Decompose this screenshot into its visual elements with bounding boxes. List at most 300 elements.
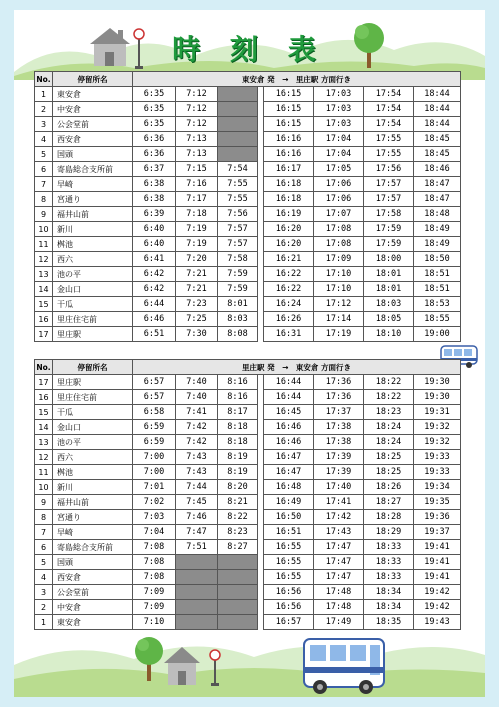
departure-time: 8:19 — [218, 450, 258, 465]
departure-time: 8:27 — [218, 540, 258, 555]
departure-time: 19:32 — [414, 420, 461, 435]
departure-time: 17:03 — [314, 117, 364, 132]
departure-time: 7:02 — [133, 495, 176, 510]
departure-time: 7:42 — [176, 420, 218, 435]
departure-time: 18:34 — [364, 585, 414, 600]
stop-name: 公会堂前 — [53, 585, 133, 600]
departure-time: 7:12 — [176, 102, 218, 117]
table-row — [35, 585, 461, 600]
departure-time: 17:54 — [364, 102, 414, 117]
table-row — [35, 252, 461, 267]
departure-time: 18:27 — [364, 495, 414, 510]
stop-name: 里庄駅 — [53, 375, 133, 390]
departure-time: 16:47 — [264, 465, 314, 480]
departure-time: 16:48 — [264, 480, 314, 495]
departure-time: 8:21 — [218, 495, 258, 510]
departure-time: 17:14 — [314, 312, 364, 327]
table-row — [35, 297, 461, 312]
stop-name: 西六 — [53, 252, 133, 267]
departure-time: 8:18 — [218, 420, 258, 435]
departure-time: 17:04 — [314, 147, 364, 162]
stop-name: 東安倉 — [53, 615, 133, 630]
departure-time: 19:30 — [414, 375, 461, 390]
stop-name: 里庄駅 — [53, 327, 133, 342]
departure-time: 8:03 — [218, 312, 258, 327]
departure-time: 7:20 — [176, 252, 218, 267]
departure-time: 18:26 — [364, 480, 414, 495]
no-service-cell — [176, 555, 218, 570]
departure-time: 19:37 — [414, 525, 461, 540]
departure-time: 17:56 — [364, 162, 414, 177]
departure-time: 16:50 — [264, 510, 314, 525]
departure-time: 16:19 — [264, 207, 314, 222]
departure-time: 16:15 — [264, 87, 314, 102]
stop-number: 6 — [35, 540, 53, 555]
departure-time: 17:08 — [314, 237, 364, 252]
table-row — [35, 147, 461, 162]
table-row — [35, 102, 461, 117]
departure-time: 18:24 — [364, 420, 414, 435]
departure-time: 19:32 — [414, 435, 461, 450]
departure-time: 7:13 — [176, 147, 218, 162]
departure-time: 18:46 — [414, 162, 461, 177]
departure-time: 18:33 — [364, 540, 414, 555]
departure-time: 7:04 — [133, 525, 176, 540]
departure-time: 8:22 — [218, 510, 258, 525]
departure-time: 18:51 — [414, 282, 461, 297]
departure-time: 16:46 — [264, 435, 314, 450]
departure-time: 17:10 — [314, 282, 364, 297]
departure-time: 8:08 — [218, 327, 258, 342]
departure-time: 6:40 — [133, 222, 176, 237]
stop-number: 12 — [35, 252, 53, 267]
stop-number: 11 — [35, 465, 53, 480]
departure-time: 17:38 — [314, 420, 364, 435]
departure-time: 17:37 — [314, 405, 364, 420]
departure-time: 18:53 — [414, 297, 461, 312]
bus-icon — [304, 639, 384, 694]
departure-time: 16:44 — [264, 390, 314, 405]
table-row — [35, 222, 461, 237]
stop-name: 桝池 — [53, 465, 133, 480]
stop-number: 10 — [35, 222, 53, 237]
departure-time: 18:45 — [414, 132, 461, 147]
stop-name: 西安倉 — [53, 132, 133, 147]
table-row — [35, 87, 461, 102]
table-row — [35, 465, 461, 480]
stop-number: 11 — [35, 237, 53, 252]
table-row — [35, 192, 461, 207]
departure-time: 8:16 — [218, 375, 258, 390]
stop-number: 16 — [35, 312, 53, 327]
stop-name: 西六 — [53, 450, 133, 465]
departure-time: 18:05 — [364, 312, 414, 327]
departure-time: 17:47 — [314, 540, 364, 555]
stop-number: 7 — [35, 177, 53, 192]
departure-time: 16:46 — [264, 420, 314, 435]
departure-time: 18:49 — [414, 237, 461, 252]
departure-time: 7:54 — [218, 162, 258, 177]
departure-time: 18:33 — [364, 555, 414, 570]
departure-time: 17:47 — [314, 570, 364, 585]
departure-time: 7:41 — [176, 405, 218, 420]
stop-number: 8 — [35, 192, 53, 207]
departure-time: 19:00 — [414, 327, 461, 342]
departure-time: 16:16 — [264, 147, 314, 162]
no-service-cell — [218, 585, 258, 600]
departure-time: 7:01 — [133, 480, 176, 495]
departure-time: 7:51 — [176, 540, 218, 555]
departure-time: 8:16 — [218, 390, 258, 405]
departure-time: 7:46 — [176, 510, 218, 525]
departure-time: 18:22 — [364, 375, 414, 390]
departure-time: 17:39 — [314, 465, 364, 480]
stop-name: 金山口 — [53, 282, 133, 297]
departure-time: 6:59 — [133, 435, 176, 450]
departure-time: 7:58 — [218, 252, 258, 267]
stop-number: 10 — [35, 480, 53, 495]
stop-number: 15 — [35, 405, 53, 420]
no-service-cell — [218, 570, 258, 585]
stop-number: 15 — [35, 297, 53, 312]
stop-name: 福井山前 — [53, 207, 133, 222]
departure-time: 17:06 — [314, 177, 364, 192]
departure-time: 7:19 — [176, 237, 218, 252]
stop-name: 国頭 — [53, 147, 133, 162]
outbound-direction: 東安倉 発 → 里庄駅 方面行き — [133, 72, 461, 87]
departure-time: 18:24 — [364, 435, 414, 450]
departure-time: 7:43 — [176, 465, 218, 480]
stop-number: 2 — [35, 600, 53, 615]
departure-time: 17:36 — [314, 375, 364, 390]
stop-number: 6 — [35, 162, 53, 177]
departure-time: 18:03 — [364, 297, 414, 312]
departure-time: 17:49 — [314, 615, 364, 630]
departure-time: 17:36 — [314, 390, 364, 405]
departure-time: 18:22 — [364, 390, 414, 405]
departure-time: 17:48 — [314, 585, 364, 600]
departure-time: 17:19 — [314, 327, 364, 342]
departure-time: 18:10 — [364, 327, 414, 342]
departure-time: 17:03 — [314, 87, 364, 102]
departure-time: 7:25 — [176, 312, 218, 327]
departure-time: 6:46 — [133, 312, 176, 327]
departure-time: 18:49 — [414, 222, 461, 237]
stop-name: 寄島総合支所前 — [53, 540, 133, 555]
departure-time: 17:05 — [314, 162, 364, 177]
table-row — [35, 117, 461, 132]
departure-time: 16:20 — [264, 237, 314, 252]
departure-time: 18:28 — [364, 510, 414, 525]
no-service-cell — [176, 585, 218, 600]
departure-time: 7:23 — [176, 297, 218, 312]
departure-time: 17:57 — [364, 192, 414, 207]
stop-name: 国頭 — [53, 555, 133, 570]
departure-time: 16:55 — [264, 540, 314, 555]
departure-time: 17:48 — [314, 600, 364, 615]
no-service-cell — [176, 600, 218, 615]
table-row — [35, 480, 461, 495]
departure-time: 16:49 — [264, 495, 314, 510]
departure-time: 6:59 — [133, 420, 176, 435]
departure-time: 17:03 — [314, 102, 364, 117]
departure-time: 19:41 — [414, 555, 461, 570]
departure-time: 17:06 — [314, 192, 364, 207]
departure-time: 16:31 — [264, 327, 314, 342]
stop-number: 17 — [35, 375, 53, 390]
house-icon — [90, 28, 130, 66]
no-service-cell — [218, 87, 258, 102]
departure-time: 6:58 — [133, 405, 176, 420]
stop-name: 宮通り — [53, 510, 133, 525]
stop-number: 5 — [35, 147, 53, 162]
stop-number: 4 — [35, 132, 53, 147]
departure-time: 7:43 — [176, 450, 218, 465]
departure-time: 17:59 — [364, 222, 414, 237]
footer-scenery — [14, 625, 485, 697]
table-row — [35, 207, 461, 222]
departure-time: 17:55 — [364, 147, 414, 162]
departure-time: 19:33 — [414, 450, 461, 465]
departure-time: 6:42 — [133, 267, 176, 282]
departure-time: 18:35 — [364, 615, 414, 630]
stop-number: 1 — [35, 615, 53, 630]
table-row — [35, 375, 461, 390]
departure-time: 6:51 — [133, 327, 176, 342]
departure-time: 6:41 — [133, 252, 176, 267]
departure-time: 18:25 — [364, 450, 414, 465]
departure-time: 16:18 — [264, 192, 314, 207]
departure-time: 8:23 — [218, 525, 258, 540]
departure-time: 19:41 — [414, 570, 461, 585]
table-row — [35, 267, 461, 282]
no-service-cell — [218, 600, 258, 615]
no-service-cell — [218, 147, 258, 162]
departure-time: 16:24 — [264, 297, 314, 312]
departure-time: 18:47 — [414, 192, 461, 207]
departure-time: 16:57 — [264, 615, 314, 630]
departure-time: 19:36 — [414, 510, 461, 525]
departure-time: 18:51 — [414, 267, 461, 282]
departure-time: 7:30 — [176, 327, 218, 342]
departure-time: 16:45 — [264, 405, 314, 420]
stop-name: 金山口 — [53, 420, 133, 435]
departure-time: 6:38 — [133, 177, 176, 192]
departure-time: 18:44 — [414, 87, 461, 102]
departure-time: 16:22 — [264, 267, 314, 282]
departure-time: 6:35 — [133, 102, 176, 117]
table-row — [35, 450, 461, 465]
departure-time: 17:08 — [314, 222, 364, 237]
stop-name: 西安倉 — [53, 570, 133, 585]
departure-time: 19:42 — [414, 600, 461, 615]
table-row — [35, 495, 461, 510]
departure-time: 16:56 — [264, 585, 314, 600]
departure-time: 18:23 — [364, 405, 414, 420]
departure-time: 7:45 — [176, 495, 218, 510]
stop-number: 14 — [35, 420, 53, 435]
outbound-header-row — [35, 72, 461, 87]
stop-name: 中安倉 — [53, 600, 133, 615]
stop-name: 早崎 — [53, 525, 133, 540]
departure-time: 17:58 — [364, 207, 414, 222]
table-row — [35, 510, 461, 525]
stop-name: 新川 — [53, 480, 133, 495]
departure-time: 18:47 — [414, 177, 461, 192]
outbound-timetable — [34, 71, 461, 342]
departure-time: 7:21 — [176, 267, 218, 282]
departure-time: 6:35 — [133, 117, 176, 132]
departure-time: 18:34 — [364, 600, 414, 615]
stop-number: 13 — [35, 267, 53, 282]
departure-time: 6:42 — [133, 282, 176, 297]
departure-time: 7:56 — [218, 207, 258, 222]
table-row — [35, 540, 461, 555]
departure-time: 16:26 — [264, 312, 314, 327]
departure-time: 16:15 — [264, 117, 314, 132]
departure-time: 7:12 — [176, 87, 218, 102]
departure-time: 7:42 — [176, 435, 218, 450]
departure-time: 7:19 — [176, 222, 218, 237]
stop-number: 14 — [35, 282, 53, 297]
departure-time: 17:12 — [314, 297, 364, 312]
departure-time: 7:59 — [218, 267, 258, 282]
stop-name: 公会堂前 — [53, 117, 133, 132]
departure-time: 16:22 — [264, 282, 314, 297]
stop-name: 宮通り — [53, 192, 133, 207]
stop-name: 寄島総合支所前 — [53, 162, 133, 177]
stop-number: 4 — [35, 570, 53, 585]
departure-time: 7:00 — [133, 450, 176, 465]
departure-time: 17:43 — [314, 525, 364, 540]
departure-time: 17:42 — [314, 510, 364, 525]
departure-time: 17:04 — [314, 132, 364, 147]
no-service-cell — [218, 132, 258, 147]
table-row — [35, 282, 461, 297]
stop-number: 9 — [35, 495, 53, 510]
departure-time: 19:33 — [414, 465, 461, 480]
departure-time: 7:21 — [176, 282, 218, 297]
table-row — [35, 327, 461, 342]
stop-name: 中安倉 — [53, 102, 133, 117]
stop-name: 池の平 — [53, 435, 133, 450]
departure-time: 17:09 — [314, 252, 364, 267]
departure-time: 16:55 — [264, 570, 314, 585]
departure-time: 7:09 — [133, 585, 176, 600]
table-row — [35, 390, 461, 405]
departure-time: 17:59 — [364, 237, 414, 252]
departure-time: 16:47 — [264, 450, 314, 465]
departure-time: 17:39 — [314, 450, 364, 465]
page-title: 時 刻 表 — [172, 33, 326, 66]
stop-name: 福井山前 — [53, 495, 133, 510]
departure-time: 8:01 — [218, 297, 258, 312]
no-service-cell — [176, 570, 218, 585]
departure-time: 7:55 — [218, 177, 258, 192]
departure-time: 16:56 — [264, 600, 314, 615]
table-row — [35, 312, 461, 327]
departure-time: 17:40 — [314, 480, 364, 495]
departure-time: 7:12 — [176, 117, 218, 132]
stop-number: 5 — [35, 555, 53, 570]
stop-name: 桝池 — [53, 237, 133, 252]
departure-time: 6:38 — [133, 192, 176, 207]
departure-time: 17:55 — [364, 132, 414, 147]
departure-time: 19:30 — [414, 390, 461, 405]
table-row — [35, 420, 461, 435]
departure-time: 7:59 — [218, 282, 258, 297]
departure-time: 19:43 — [414, 615, 461, 630]
departure-time: 17:57 — [364, 177, 414, 192]
departure-time: 17:38 — [314, 435, 364, 450]
stop-name: 里庄住宅前 — [53, 390, 133, 405]
stop-number: 3 — [35, 117, 53, 132]
departure-time: 17:54 — [364, 87, 414, 102]
departure-time: 18:44 — [414, 117, 461, 132]
departure-time: 18:33 — [364, 570, 414, 585]
departure-time: 7:18 — [176, 207, 218, 222]
departure-time: 6:35 — [133, 87, 176, 102]
departure-time: 16:15 — [264, 102, 314, 117]
departure-time: 19:34 — [414, 480, 461, 495]
departure-time: 18:00 — [364, 252, 414, 267]
inbound-timetable — [34, 359, 461, 630]
table-row — [35, 600, 461, 615]
stop-number: 7 — [35, 525, 53, 540]
departure-time: 18:45 — [414, 147, 461, 162]
inbound-header-row — [35, 360, 461, 375]
departure-time: 6:39 — [133, 207, 176, 222]
departure-time: 8:18 — [218, 435, 258, 450]
no-service-cell — [218, 117, 258, 132]
col-no-header: No. — [35, 360, 53, 375]
col-stop-header: 停留所名 — [53, 360, 133, 375]
departure-time: 7:08 — [133, 555, 176, 570]
departure-time: 16:44 — [264, 375, 314, 390]
departure-time: 18:01 — [364, 282, 414, 297]
departure-time: 17:07 — [314, 207, 364, 222]
departure-time: 17:54 — [364, 117, 414, 132]
departure-time: 7:57 — [218, 237, 258, 252]
stop-number: 17 — [35, 327, 53, 342]
stop-number: 3 — [35, 585, 53, 600]
stop-name: 里庄住宅前 — [53, 312, 133, 327]
departure-time: 7:40 — [176, 390, 218, 405]
departure-time: 8:17 — [218, 405, 258, 420]
departure-time: 6:40 — [133, 237, 176, 252]
stop-number: 12 — [35, 450, 53, 465]
departure-time: 19:42 — [414, 585, 461, 600]
departure-time: 6:36 — [133, 147, 176, 162]
departure-time: 7:03 — [133, 510, 176, 525]
departure-time: 7:13 — [176, 132, 218, 147]
table-row — [35, 162, 461, 177]
departure-time: 17:47 — [314, 555, 364, 570]
table-row — [35, 237, 461, 252]
departure-time: 7:15 — [176, 162, 218, 177]
departure-time: 18:44 — [414, 102, 461, 117]
departure-time: 7:17 — [176, 192, 218, 207]
departure-time: 8:19 — [218, 465, 258, 480]
col-stop-header: 停留所名 — [53, 72, 133, 87]
departure-time: 7:47 — [176, 525, 218, 540]
table-row — [35, 132, 461, 147]
departure-time: 6:57 — [133, 390, 176, 405]
departure-time: 7:08 — [133, 540, 176, 555]
departure-time: 18:55 — [414, 312, 461, 327]
departure-time: 18:01 — [364, 267, 414, 282]
table-row — [35, 525, 461, 540]
